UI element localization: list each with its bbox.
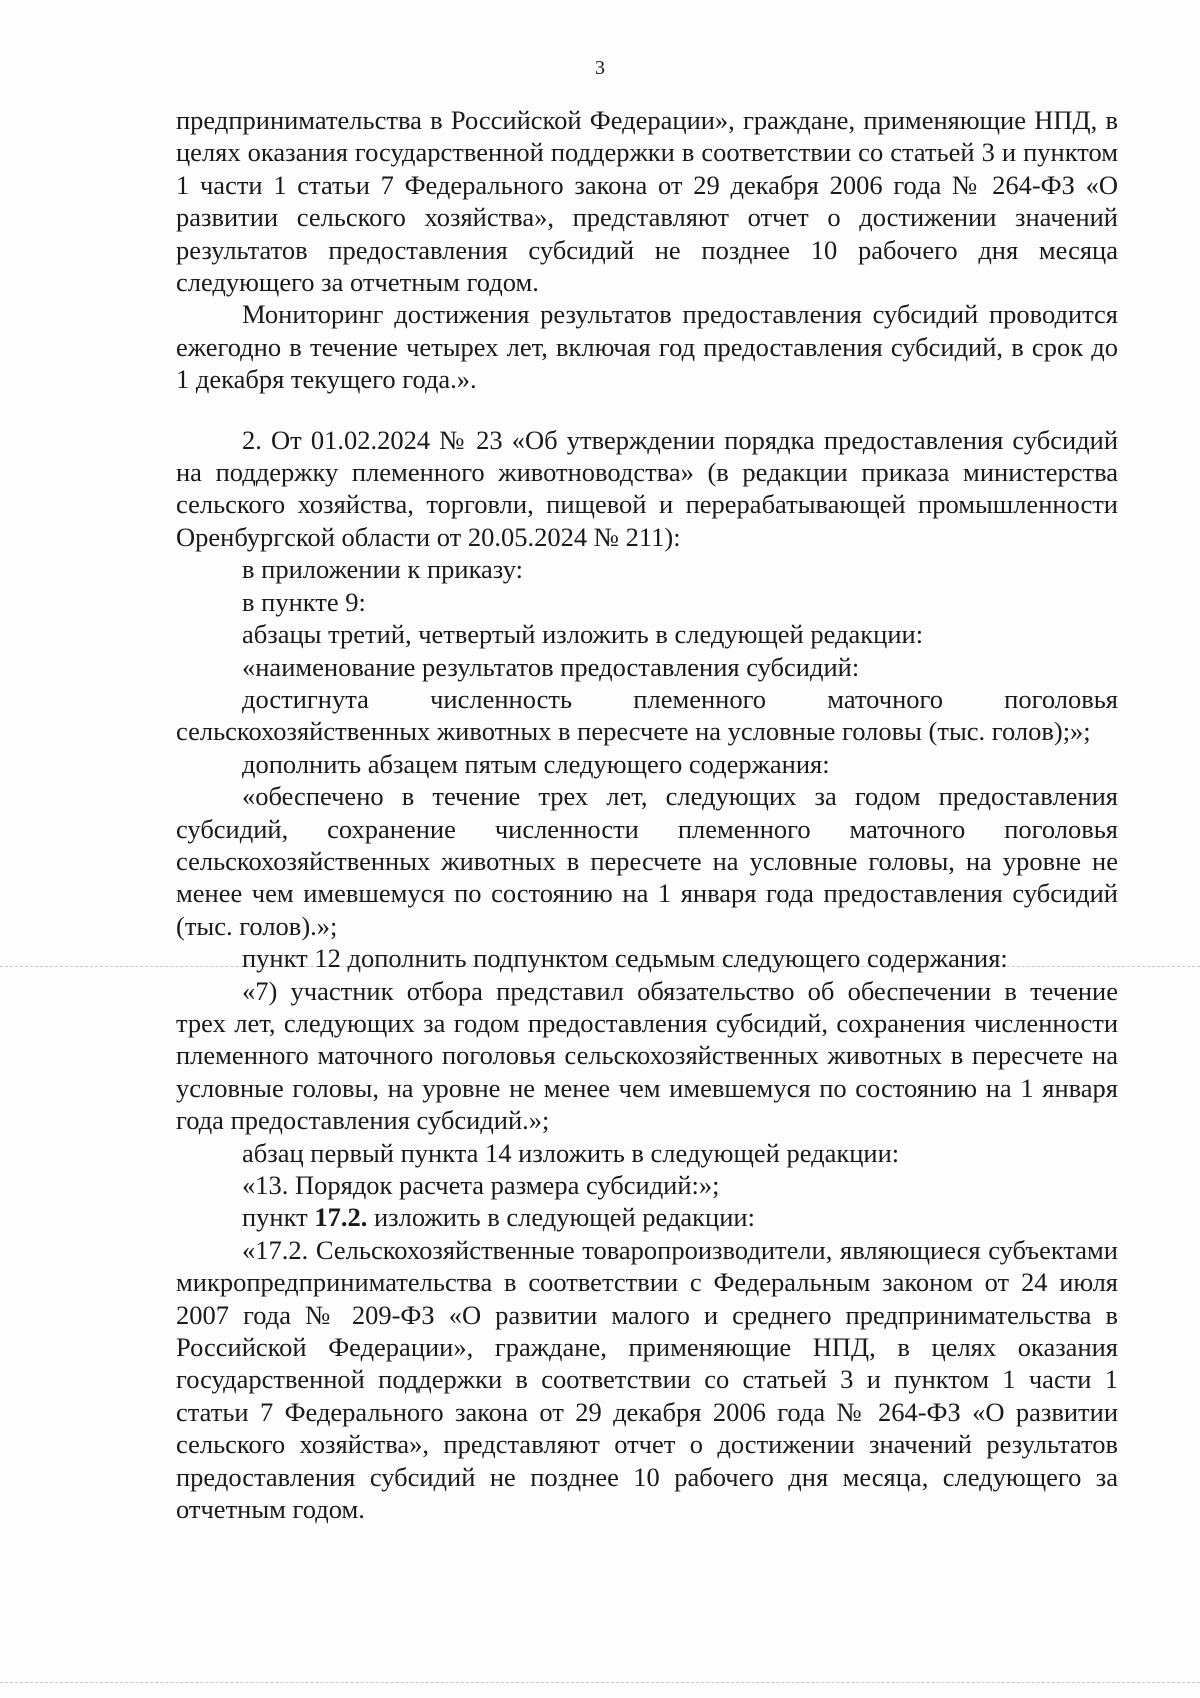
page-number: 3 (595, 57, 605, 79)
paragraph: «17.2. Сельскохозяйственные товаропроизводители, являющиеся субъектами микропредпринимательства в соответствии с Федеральным законом от 24 июля 2007 года № 209-ФЗ «О развитии малого и среднего предпринимательства в Российской Федерации», граждане, применяющие НПД, в целях оказания государственной поддержки в соответствии со статьей 3 и пунктом 1 части 1 статьи 7 Федерального закона от 29 декабря 2006 года № 264-ФЗ «О развитии сельского хозяйства», представляют отчет о достижении значений результатов предоставления субсидий не позднее 10 рабочего дня месяца, следующего за отчетным годом. (176, 1234, 1118, 1525)
paragraph (176, 1201, 1118, 1233)
paragraph: дополнить абзацем пятым следующего содержания: (242, 748, 830, 779)
paragraph: «наименование результатов предоставления субсидий: (242, 651, 860, 682)
paragraph: «13. Порядок расчета размера субсидий:»; (242, 1170, 720, 1200)
paragraph: абзац первый пункта 14 изложить в следующей редакции: (242, 1137, 900, 1168)
paragraph: «7) участник отбора представил обязательство об обеспечении в течение трех лет, следующих за годом предоставления субсидий, сохранения численности племенного маточного поголовья сельскохозяйственных животных в пересчете на условные головы, на уровне не менее чем имевшемуся по состоянию на 1 января года предоставления субсидий.»; (176, 975, 1118, 1136)
document-body (176, 104, 1118, 1525)
paragraph: в приложении к приказу: (242, 554, 523, 585)
paragraph: в пункте 9: (242, 586, 366, 617)
paragraph-text: изложить в следующей редакции: (367, 1202, 755, 1233)
point-number: 17.2. (314, 1202, 368, 1233)
paragraph: 2. От 01.02.2024 № 23 «Об утверждении порядка предоставления субсидий на поддержку племенного животноводства» (в редакции приказа министерства сельского хозяйства, торговли, пищевой и перерабатывающей промышленности Оренбургской области от 20.05.2024 № 211): (176, 424, 1118, 552)
paragraph-text: пункт (242, 1202, 315, 1233)
paragraph: «обеспечено в течение трех лет, следующих за годом предоставления субсидий, сохранение численности племенного маточного поголовья сельскохозяйственных животных в пересчете на условные головы, на уровне не менее чем имевшемуся по состоянию на 1 января года предоставления субсидий (тыс. голов).»; (176, 781, 1118, 941)
scan-artifact-line (0, 1682, 1200, 1683)
paragraph: Мониторинг достижения результатов предоставления субсидий проводится ежегодно в течение четырех лет, включая год предоставления субсидий, в срок до 1 декабря текущего года.». (176, 299, 1118, 395)
paragraph: пункт 12 дополнить подпунктом седьмым следующего содержания: (242, 943, 1008, 974)
paragraph: абзацы третий, четвертый изложить в следующей редакции: (242, 619, 924, 650)
paragraph-gap (176, 396, 1118, 424)
paragraph: предпринимательства в Российской Федерации», граждане, применяющие НПД, в целях оказания государственной поддержки в соответствии со статьей 3 и пунктом 1 части 1 статьи 7 Федерального закона от 29 декабря 2006 года № 264-ФЗ «О развитии сельского хозяйства», представляют отчет о достижении значений результатов предоставления субсидий не позднее 10 рабочего дня месяца следующего за отчетным годом. (176, 105, 1118, 298)
paragraph: достигнута численность племенного маточного поголовья сельскохозяйственных животных в пересчете на условные головы (тыс. голов);»; (176, 683, 1118, 747)
